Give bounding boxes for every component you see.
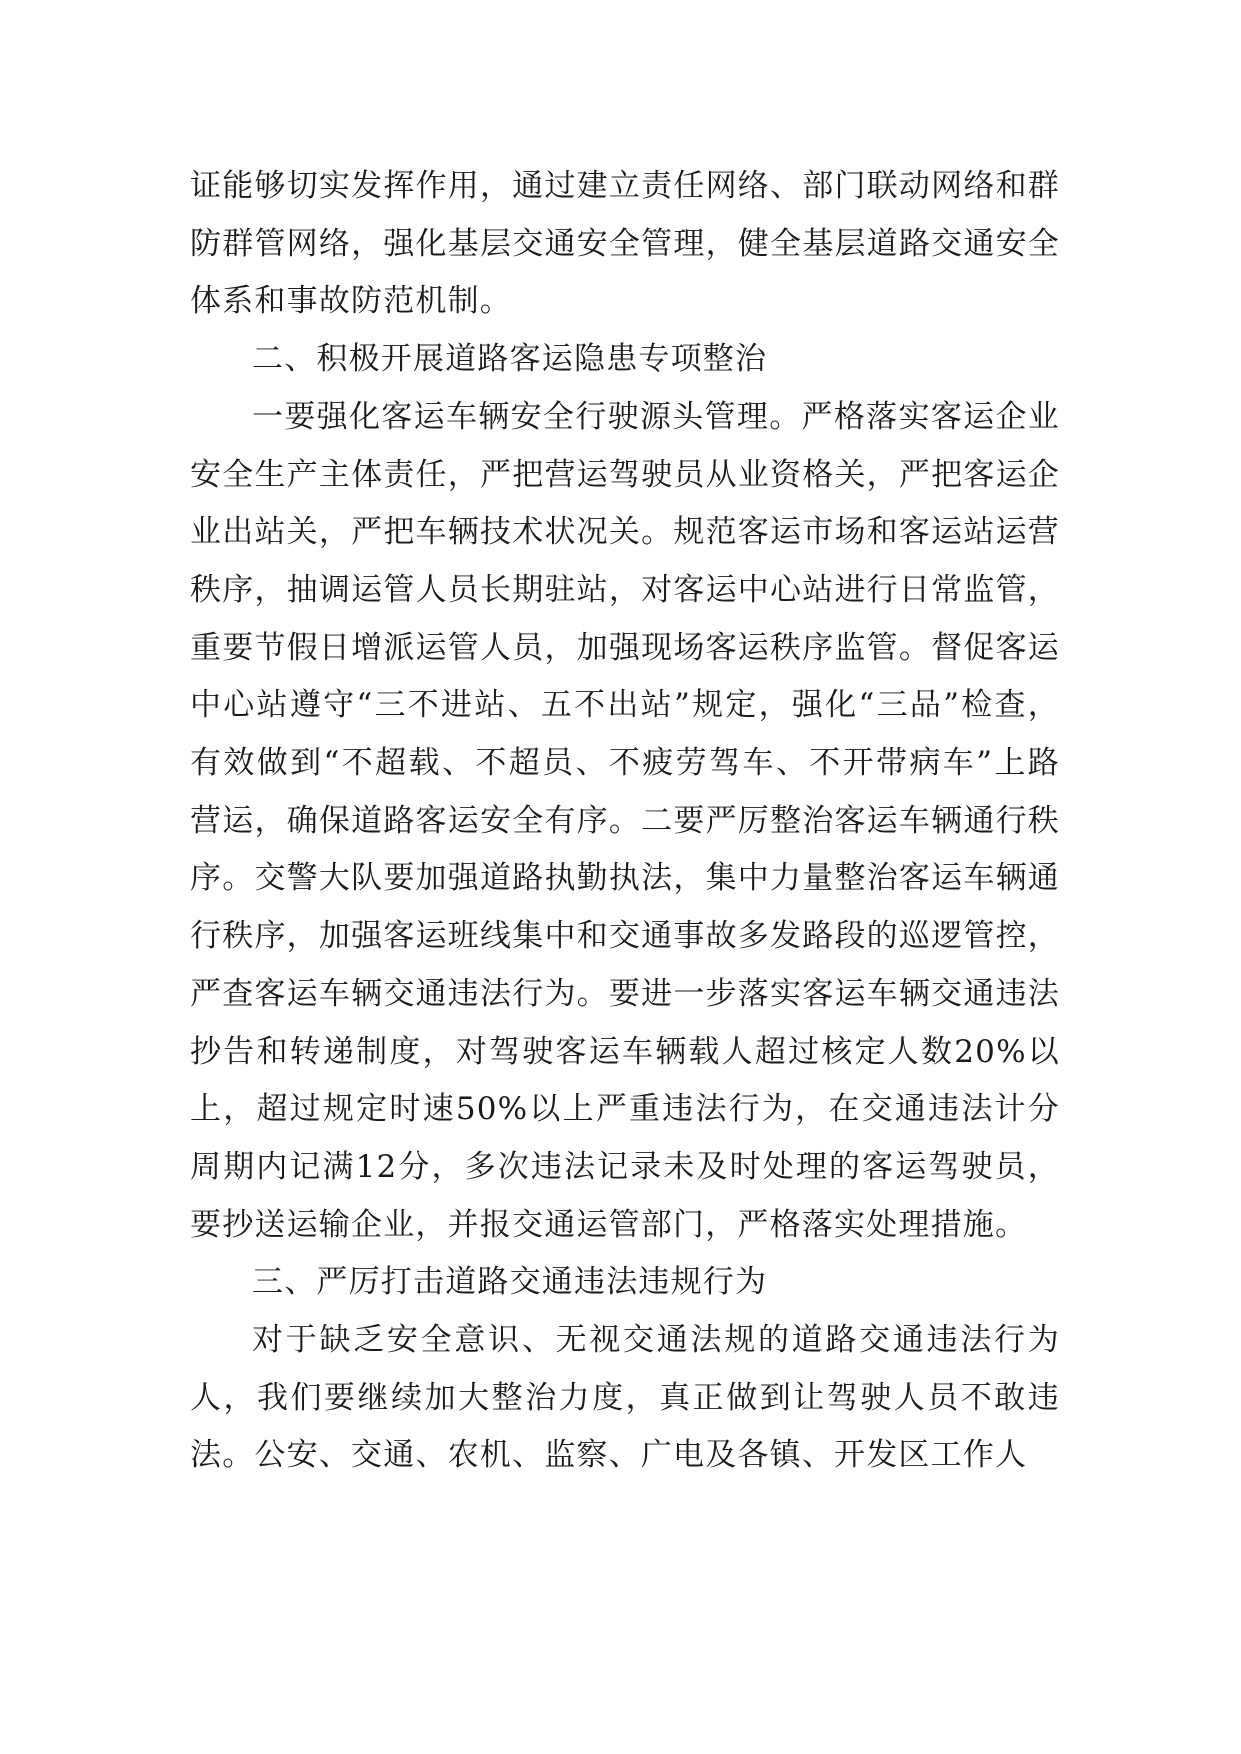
section-heading-3: 三、严厉打击道路交通违法违规行为 (252, 1264, 768, 1301)
document-body (190, 158, 1060, 1485)
section-heading-2: 二、积极开展道路客运隐患专项整治 (252, 341, 768, 378)
paragraph-enforcement: 对于缺乏安全意识、无视交通法规的道路交通违法行为人，我们要继续加大整治力度，真正做到让驾驶人员不敢违法。公安、交通、农机、监察、广电及各镇、开发区工作人 (190, 1322, 1060, 1474)
paragraph-passenger-transport: 一要强化客运车辆安全行驶源头管理。严格落实客运企业安全生产主体责任，严把营运驾驶员从业资格关，严把客运企业出站关，严把车辆技术状况关。规范客运市场和客运站运营秩序，抽调运管人员长期驻站，对客运中心站进行日常监管，重要节假日增派运管人员，加强现场客运秩序监管。督促客运中心站遵守“三不进站、五不出站”规定，强化“三品”检查，有效做到“不超载、不超员、不疲劳驾车、不开带病车”上路营运，确保道路客运安全有序。二要严厉整治客运车辆通行秩序。交警大队要加强道路执勤执法，集中力量整治客运车辆通行秩序，加强客运班线集中和交通事故多发路段的巡逻管控，严查客运车辆交通违法行为。要进一步落实客运车辆交通违法抄告和转递制度，对驾驶客运车辆载人超过核定人数20%以上，超过规定时速50%以上严重违法行为，在交通违法计分周期内记满12分，多次违法记录未及时处理的客运驾驶员，要抄送运输企业，并报交通运管部门，严格落实处理措施。 (190, 398, 1060, 1243)
paragraph-continuation: 证能够切实发挥作用，通过建立责任网络、部门联动网络和群防群管网络，强化基层交通安全管理，健全基层道路交通安全体系和事故防范机制。 (190, 168, 1060, 320)
